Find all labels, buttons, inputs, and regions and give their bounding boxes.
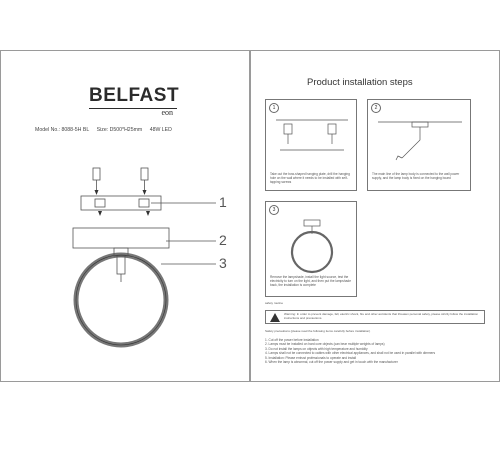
product-spec-sheet (0, 50, 250, 382)
installation-title: Product installation steps (307, 77, 413, 88)
precautions-list (265, 338, 490, 364)
precaution-item: 2. Lamps must be installed on hard core objects (can bear multiple weights of lamps) (265, 342, 385, 347)
safety-precautions-heading: Safety precautions (please read the following items carefully before installation) (265, 329, 371, 333)
step-3-number: 3 (269, 205, 279, 215)
step-1-number: 1 (269, 103, 279, 113)
power-spec: 48W LED (149, 127, 172, 133)
installation-sheet (250, 50, 500, 382)
warning-box (265, 310, 485, 324)
step-2-number: 2 (371, 103, 381, 113)
precaution-item: 5. Installation: Please entrust professionals to operate and install (265, 355, 357, 360)
warning-icon (270, 313, 280, 322)
lamp-exploded-drawing (1, 51, 251, 383)
step-2-caption: The main line of the lamp body is connected to the wall power supply, and the lamp body is fixed on the hanging board (372, 172, 460, 181)
callout-1: 1 (219, 194, 227, 210)
model-number: Model No.: 8088-5H BL (35, 127, 90, 133)
step-2-box (367, 99, 471, 191)
step-3-box (265, 201, 357, 297)
step-3-caption: Remove the lampshade, install the light source, test the electricity to turn on the light, and then put the lampshade back, the installation is complete (270, 275, 351, 288)
callout-2: 2 (219, 232, 227, 248)
precaution-item: 1. Cut off the power before installation (265, 338, 319, 342)
precaution-item: 4. Lamps shall not be connected to cables with other electrical appliances, and shall not be used in parallel with dimmers (265, 351, 436, 356)
callout-3: 3 (219, 255, 227, 271)
precaution-item: 3. Do not install the lamps on objects with high temperature and humidity (265, 346, 368, 351)
precaution-item: 6. When the lamp is abnormal, cut off the power supply and get in touch with the manufacturer (265, 360, 398, 365)
step-1-caption: Take out the bow-shaped hanging plate, drill the hanging hole on the wall where it needs to be installed with self-tapping screws (270, 172, 350, 185)
brand-sub: eon (161, 108, 173, 117)
safety-heading: safety routine (265, 301, 284, 305)
warning-text: Warning: In order to prevent damage, fall, electric shock, fire and other accidents that threaten personal safety, please strictly follow the installation instructions and precautions. (284, 312, 479, 320)
size-spec: Size: D500*H25mm (96, 127, 143, 133)
step-1-box (265, 99, 357, 191)
brand-name: BELFAST (89, 85, 180, 106)
